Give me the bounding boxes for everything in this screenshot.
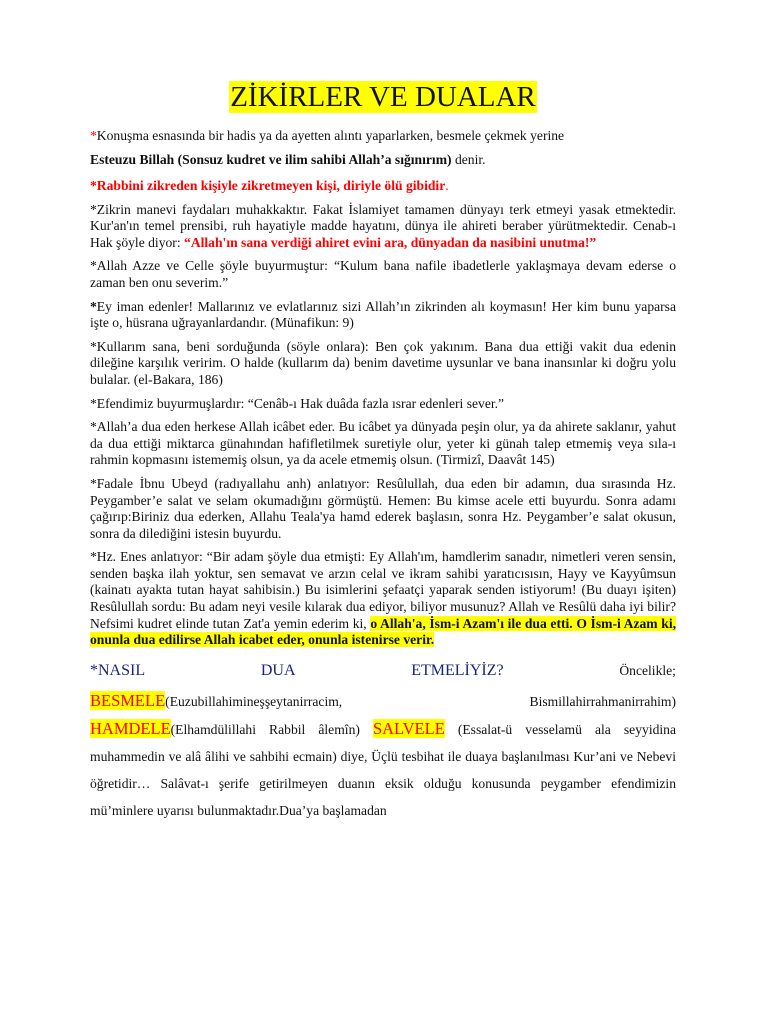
hamdele-text-a: (Elhamdülillahi Rabbil âlemîn) — [170, 721, 373, 737]
paragraph-9: *Allah’a dua eden herkese Allah icâbet eder. Bu icâbet ya dünyada peşin olur, ya da ahirete saklanır, yahut da dua ettiği miktarca günahından hafifletilmek suretiyle olur, yeter ki günah talep etmemiş veya sıla-ı rahmin kopmasını istememiş olsun, ya da acele etmemiş olsun. (Tirmizî, Daavât 145) — [90, 419, 676, 468]
salvele-tag: SALVELE — [372, 718, 445, 738]
paragraph-11 — [90, 549, 676, 649]
paragraph-1 — [90, 124, 676, 148]
paragraph-6 — [90, 299, 676, 332]
besmele-text-a: (Euzubillahimineşşeytanirracim, — [165, 693, 343, 709]
paragraph-4-text: *Zikrin manevi faydaları muhakkaktır. Fakat İslamiyet tamamen dünyayı terk etmeyi yasak etmektedir. Kur'an'ın temel prensibi, ruh hayatiyle madde hayatını, dünya ile ahireti beraber yürütmektedir. Cenab-ı Hak şöyle diyor: — [90, 201, 676, 250]
heading-word-3: ETMELİYİZ? — [411, 661, 504, 679]
paragraph-3 — [90, 178, 676, 195]
besmele-tag: BESMELE — [90, 690, 166, 710]
hamdele-paragraph — [90, 715, 676, 824]
paragraph-11-text: *Hz. Enes anlatıyor: “Bir adam şöyle dua etmişti: Ey Allah'ım, hamdlerim sanadır, nimetleri veren sensin, senden başka ilah yoktur, sen semavat ve arzın celal ve ikram sahibi yaratıcısısın, Hayy ve Kayyûmsun (kainatı ayakta tutan hayat sahibisin.) Bu isimlerini şefaatçi yaparak senden istiyorum! (Bu duayı işiten) Resûlullah sordu: Bu adam neyi vesile kılarak dua ediyor, biliyor musunuz? Allah ve Resûlü daha iyi bilir? Nefsimi kudret elinde tutan Zat'a yemin ederim ki, — [90, 549, 676, 631]
paragraph-3-text: *Rabbini zikreden kişiyle zikretmeyen kişi, diriyle ölü gibidir — [90, 178, 446, 193]
besmele-text-b: Bismillahirrahmanirrahim) — [529, 693, 676, 709]
esteuzu-bold: Esteuzu Billah (Sonsuz kudret ve ilim sahibi Allah’a sığınırım) — [90, 152, 452, 167]
paragraph-6-star: * — [90, 298, 97, 314]
paragraph-2-rest: denir. — [451, 152, 486, 167]
paragraph-4-quote: “Allah'ın sana verdiği ahiret evini ara, dünyadan da nasibini unutma!” — [184, 234, 597, 250]
paragraph-2 — [90, 148, 676, 172]
hamdele-tag: HAMDELE — [90, 718, 171, 738]
paragraph-6-text: Ey iman edenler! Mallarınız ve evlatlarınız sizi Allah’ın zikrinden alı koymasın! Her kim bunu yaparsa işte o, hüsrana uğrayanlardandır. (Münafikun: 9) — [90, 298, 676, 331]
page-title: ZİKİRLER VE DUALAR — [230, 81, 536, 113]
document-page — [90, 80, 676, 824]
paragraph-4 — [90, 202, 676, 252]
besmele-line — [90, 687, 676, 715]
paragraph-7: *Kullarım sana, beni sorduğunda (söyle onlara): Ben çok yakınım. Bana dua ettiği vakit dua edenin dileğine karşılık veririm. O halde (kullarım da) benim davetime uysunlar ve bana inansınlar ki doğru yolu bulalar. (el-Bakara, 186) — [90, 338, 676, 387]
hamdele-text-b: (Essalat-ü vesselamü ala seyyidina muhammedin ve alâ âlihi ve sahbihi ecmain) diye, Üçlü tesbihat ile duaya başlanılması Kur’ani ve Nebevi öğretidir… Salâvat-ı şerife getirilmeyen duanın eksik olduğu konusunda peygamber efendimizin mü’minlere uyarısı bulunmaktadır.Dua’ya başlamadan — [90, 721, 676, 818]
paragraph-8: *Efendimiz buyurmuşlardır: “Cenâb-ı Hak duâda fazla ısrar edenleri sever.” — [90, 395, 505, 411]
paragraph-5: *Allah Azze ve Celle şöyle buyurmuştur: “Kulum bana nafile ibadetlerle yaklaşmaya devam ederse o zaman ben onu severim.” — [90, 258, 676, 290]
heading-after: Öncelikle; — [619, 662, 676, 678]
paragraph-3-dot: . — [445, 178, 449, 193]
heading-word-2: DUA — [260, 661, 296, 679]
how-to-pray-heading — [90, 661, 676, 681]
asterisk-red: * — [90, 128, 97, 143]
paragraph-10: *Fadale İbnu Ubeyd (radıyallahu anh) anlatıyor: Resûlullah, dua eden bir adamın, dua sırasında Hz. Peygamber’e salat ve selam okumadığını görmüştü. Hemen: Bu kimse acele etti buyurdu. Sonra adamı çağırıp:Biriniz dua ederken, Allahu Teala'ya hamd ederek başlasın, sonra Hz. Peygamber’e salat okusun, sonra da dilediğini istesin buyurdu. — [90, 475, 676, 541]
besmele-left — [90, 687, 342, 715]
paragraph-11-highlight: o Allah'a, İsm-i Azam'ı ile dua etti. O İsm-i Azam ki, onunla dua edilirse Allah icabet eder, onunla istenirse verir. — [90, 615, 676, 648]
title-wrap — [90, 80, 676, 114]
paragraph-1-text: Konuşma esnasında bir hadis ya da ayetten alıntı yaparlarken, besmele çekmek yerine — [96, 128, 565, 143]
heading-word-1: *NASIL — [90, 661, 146, 679]
